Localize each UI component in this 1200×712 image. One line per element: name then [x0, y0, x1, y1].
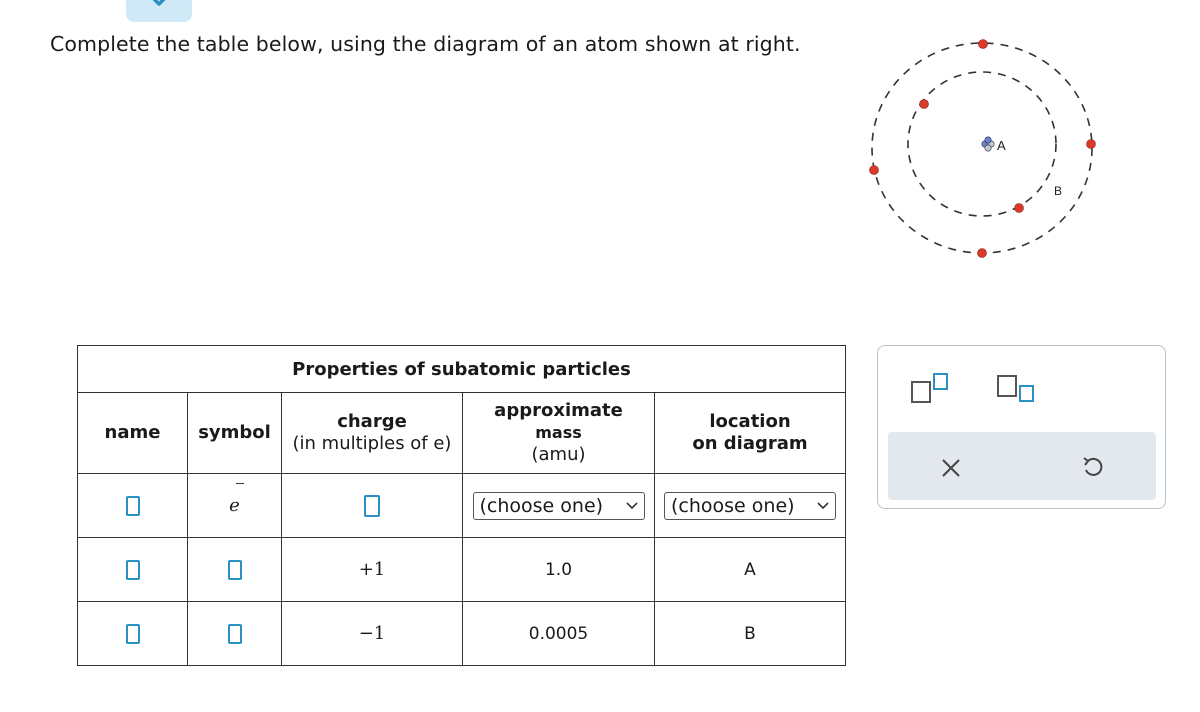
- header-location: location on diagram: [655, 393, 846, 474]
- subscript-icon[interactable]: [996, 372, 1048, 406]
- table-title: Properties of subatomic particles: [78, 346, 846, 393]
- collapse-tab[interactable]: [126, 0, 192, 22]
- symbol-answer-box[interactable]: [228, 624, 242, 644]
- table-row: [78, 474, 846, 538]
- charge-value: +1: [358, 559, 386, 580]
- electron-symbol: e: [229, 495, 240, 516]
- electron: [1015, 204, 1024, 213]
- question-prompt: Complete the table below, using the diagram of an atom shown at right.: [50, 32, 801, 56]
- electron: [870, 166, 879, 175]
- mass-value: 1.0: [544, 559, 573, 580]
- symbol-answer-box[interactable]: [228, 560, 242, 580]
- nucleus-icon: [982, 137, 994, 151]
- chevron-down-icon: [626, 502, 638, 510]
- chevron-down-icon: [817, 502, 829, 510]
- properties-table: [77, 345, 846, 666]
- charge-value: −1: [358, 623, 386, 644]
- electron: [979, 40, 988, 49]
- location-select[interactable]: (choose one): [664, 492, 836, 520]
- location-value: A: [744, 559, 756, 580]
- table-row: [78, 602, 846, 666]
- electron: [920, 100, 929, 109]
- action-bar: [888, 432, 1156, 500]
- header-symbol: symbol: [188, 393, 282, 474]
- label-a: A: [997, 138, 1006, 153]
- math-tools-panel: [877, 345, 1166, 509]
- header-mass: approximate mass (amu): [463, 393, 655, 474]
- label-b: B: [1054, 184, 1063, 198]
- header-name: name: [78, 393, 188, 474]
- location-value: B: [744, 623, 756, 644]
- chevron-down-icon: [148, 0, 170, 8]
- table-row: [78, 538, 846, 602]
- header-charge: charge (in multiples of e): [282, 393, 463, 474]
- mass-value: 0.0005: [528, 623, 589, 644]
- mass-select[interactable]: (choose one): [473, 492, 645, 520]
- name-answer-box[interactable]: [126, 624, 140, 644]
- name-answer-box[interactable]: [126, 560, 140, 580]
- charge-answer-box[interactable]: [364, 495, 380, 517]
- name-answer-box[interactable]: [126, 496, 140, 516]
- outer-orbit: [872, 43, 1092, 253]
- undo-icon[interactable]: [1081, 455, 1105, 479]
- electron: [978, 249, 987, 258]
- electron: [1087, 140, 1096, 149]
- atom-diagram: [862, 30, 1112, 270]
- clear-icon[interactable]: [940, 457, 962, 479]
- superscript-icon[interactable]: [910, 372, 962, 406]
